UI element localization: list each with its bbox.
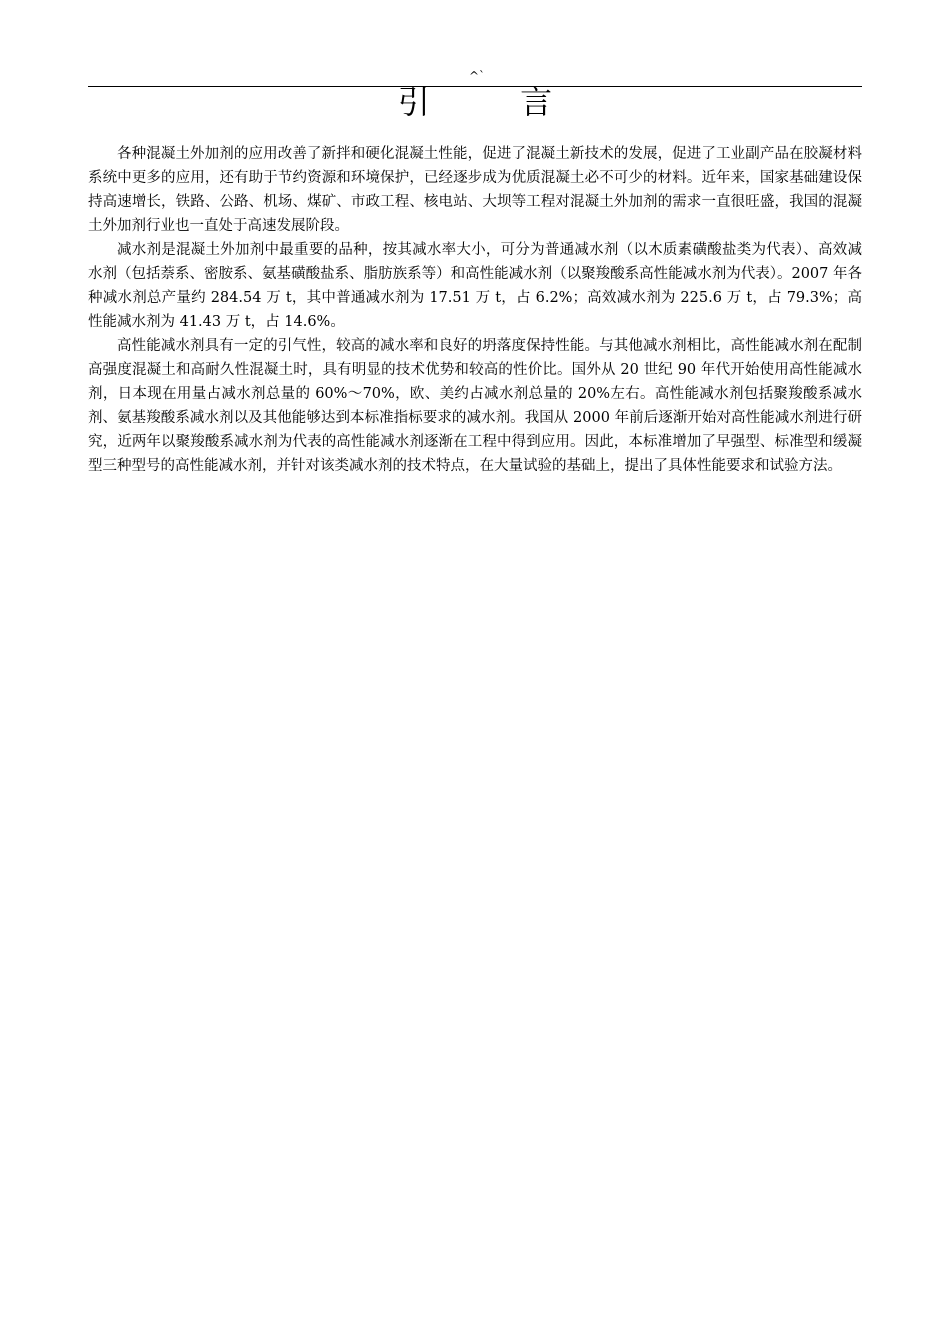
paragraph-3: 高性能减水剂具有一定的引气性，较高的减水率和良好的坍落度保持性能。与其他减水剂相比，高性能减水剂在配制高强度混凝土和高耐久性混凝土时，具有明显的技术优势和较高的性价比。国外从 20 世纪 90 年代开始使用高性能减水剂，日本现在用量占减水剂总量的 60%～70%，欧、美约占减水剂总量的 20%左右。高性能减水剂包括聚羧酸系减水剂、氨基羧酸系减水剂以及其他能够达到本标准指标要求的减水剂。我国从 2000 年前后逐渐开始对高性能减水剂进行研究，近两年以聚羧酸系减水剂为代表的高性能减水剂逐渐在工程中得到应用。因此，本标准增加了早强型、标准型和缓凝型三种型号的高性能减水剂，并针对该类减水剂的技术特点，在大量试验的基础上，提出了具体性能要求和试验方法。 xyxy=(88,338,862,474)
page-title: 引 言 xyxy=(397,83,593,121)
header-mark: ^` xyxy=(469,69,486,83)
body-text xyxy=(88,142,862,478)
paragraph-1: 各种混凝土外加剂的应用改善了新拌和硬化混凝土性能，促进了混凝土新技术的发展，促进了工业副产品在胶凝材料系统中更多的应用，还有助于节约资源和环境保护，已经逐步成为优质混凝土必不可少的材料。近年来，国家基础建设保持高速增长，铁路、公路、机场、煤矿、市政工程、核电站、大坝等工程对混凝土外加剂的需求一直很旺盛，我国的混凝土外加剂行业也一直处于高速发展阶段。 xyxy=(88,146,862,234)
paragraph-2: 减水剂是混凝土外加剂中最重要的品种，按其减水率大小，可分为普通减水剂（以木质素磺酸盐类为代表）、高效减水剂（包括萘系、密胺系、氨基磺酸盐系、脂肪族系等）和高性能减水剂（以聚羧酸系高性能减水剂为代表）。2007 年各种减水剂总产量约 284.54 万 t，其中普通减水剂为 17.51 万 t，占 6.2%；高效减水剂为 225.6 万 t，占 79.3%；高性能减水剂为 41.43 万 t，占 14.6%。 xyxy=(88,242,862,330)
